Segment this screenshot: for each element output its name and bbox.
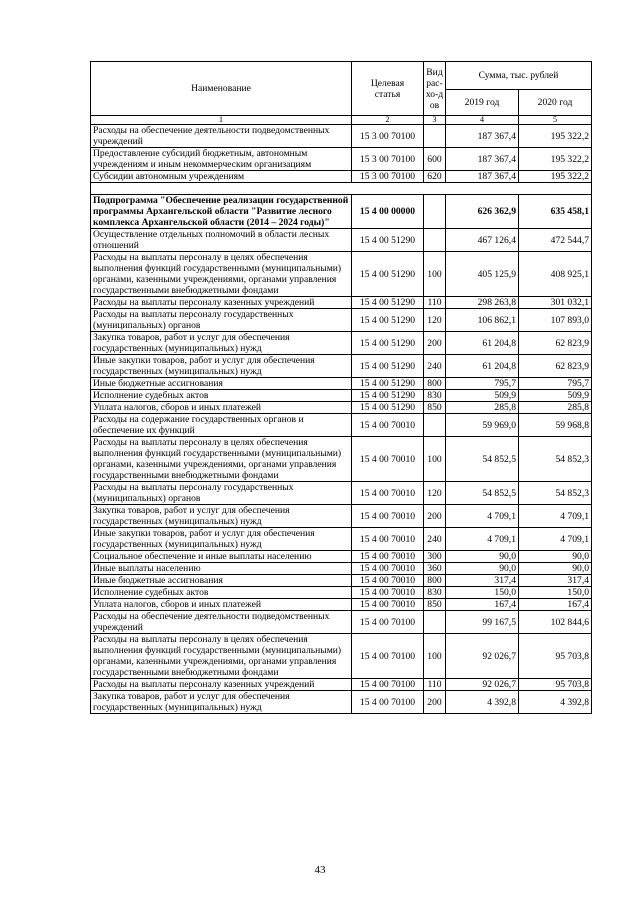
row-vid-cell: 240 <box>424 528 446 551</box>
row-sum-2020-cell: 90,0 <box>519 563 592 575</box>
row-sum-2020-cell: 472 544,7 <box>519 229 592 252</box>
row-name-cell: Субсидии автономным учреждениям <box>91 171 352 183</box>
row-name-cell: Закупка товаров, работ и услуг для обеспечения государственных (муниципальных) нужд <box>91 332 352 355</box>
row-sum-2019-cell: 509,9 <box>446 390 519 402</box>
row-sum-2020-cell: 635 458,1 <box>519 195 592 229</box>
row-code-cell: 15 4 00 70100 <box>352 634 424 679</box>
row-sum-2019-cell: 4 709,1 <box>446 528 519 551</box>
table-row <box>91 297 592 309</box>
row-vid-cell: 600 <box>424 148 446 171</box>
row-name-cell: Расходы на обеспечение деятельности подведомственных учреждений <box>91 125 352 148</box>
row-name-cell: Уплата налогов, сборов и иных платежей <box>91 599 352 611</box>
row-vid-cell: 830 <box>424 390 446 402</box>
row-vid-cell <box>424 229 446 252</box>
row-sum-2020-cell: 301 032,1 <box>519 297 592 309</box>
row-vid-cell: 120 <box>424 482 446 505</box>
row-sum-2019-cell: 187 367,4 <box>446 171 519 183</box>
row-sum-2020-cell: 4 709,1 <box>519 528 592 551</box>
row-vid-cell: 200 <box>424 505 446 528</box>
row-sum-2020-cell: 4 392,8 <box>519 691 592 714</box>
row-sum-2020-cell: 102 844,6 <box>519 611 592 634</box>
row-sum-2019-cell: 150,0 <box>446 587 519 599</box>
row-sum-2020-cell: 54 852,3 <box>519 437 592 482</box>
row-sum-2020-cell: 95 703,8 <box>519 634 592 679</box>
column-number-row <box>91 116 592 125</box>
row-code-cell: 15 4 00 00000 <box>352 195 424 229</box>
header-sum: Сумма, тыс. рублей <box>446 62 592 90</box>
row-code-cell: 15 4 00 70010 <box>352 505 424 528</box>
row-sum-2019-cell: 285,8 <box>446 402 519 414</box>
row-name-cell: Расходы на выплаты персоналу казенных учреждений <box>91 297 352 309</box>
row-code-cell: 15 4 00 51290 <box>352 355 424 378</box>
row-vid-cell: 100 <box>424 437 446 482</box>
row-code-cell: 15 4 00 51290 <box>352 390 424 402</box>
row-name-cell: Подпрограмма "Обеспечение реализации государственной программы Архангельской области "Развитие лесного комплекса Архангельской области (2014 – 2024 годы)" <box>91 195 352 229</box>
row-name-cell: Иные закупки товаров, работ и услуг для обеспечения государственных (муниципальных) нужд <box>91 355 352 378</box>
row-sum-2019-cell: 90,0 <box>446 551 519 563</box>
row-code-cell: 15 4 00 70010 <box>352 482 424 505</box>
column-number: 2 <box>352 116 424 125</box>
row-vid-cell: 110 <box>424 679 446 691</box>
row-sum-2019-cell: 626 362,9 <box>446 195 519 229</box>
table-body <box>91 125 592 714</box>
page-number: 43 <box>314 864 326 876</box>
row-code-cell: 15 4 00 70010 <box>352 528 424 551</box>
row-name-cell: Иные бюджетные ассигнования <box>91 575 352 587</box>
row-vid-cell <box>424 414 446 437</box>
row-code-cell: 15 4 00 51290 <box>352 229 424 252</box>
row-sum-2019-cell: 405 125,9 <box>446 252 519 297</box>
row-vid-cell: 100 <box>424 252 446 297</box>
table-row <box>91 390 592 402</box>
row-sum-2019-cell: 467 126,4 <box>446 229 519 252</box>
row-code-cell: 15 4 00 70100 <box>352 611 424 634</box>
row-sum-2020-cell: 795,7 <box>519 378 592 390</box>
table-row <box>91 125 592 148</box>
column-number: 1 <box>91 116 352 125</box>
row-vid-cell: 110 <box>424 297 446 309</box>
row-sum-2020-cell: 95 703,8 <box>519 679 592 691</box>
row-name-cell: Уплата налогов, сборов и иных платежей <box>91 402 352 414</box>
header-vid: Вид рас-хо-дов <box>424 62 446 116</box>
row-name-cell: Расходы на выплаты персоналу в целях обеспечения выполнения функций государственными (муниципальными) органами, казенными учреждениями, органами управления государственными внебюджетными фондами <box>91 252 352 297</box>
table-row <box>91 402 592 414</box>
row-name-cell: Закупка товаров, работ и услуг для обеспечения государственных (муниципальных) нужд <box>91 505 352 528</box>
row-code-cell: 15 4 00 70010 <box>352 575 424 587</box>
row-sum-2020-cell: 195 322,2 <box>519 125 592 148</box>
row-code-cell: 15 4 00 70100 <box>352 679 424 691</box>
row-sum-2019-cell: 99 167,5 <box>446 611 519 634</box>
header-name: Наименование <box>91 62 352 116</box>
row-sum-2019-cell: 167,4 <box>446 599 519 611</box>
row-vid-cell: 850 <box>424 402 446 414</box>
row-sum-2020-cell: 509,9 <box>519 390 592 402</box>
table-row <box>91 437 592 482</box>
row-sum-2019-cell: 795,7 <box>446 378 519 390</box>
column-number: 3 <box>424 116 446 125</box>
row-vid-cell: 620 <box>424 171 446 183</box>
column-number: 4 <box>446 116 519 125</box>
row-code-cell: 15 4 00 51290 <box>352 332 424 355</box>
row-code-cell: 15 4 00 70010 <box>352 587 424 599</box>
row-name-cell: Расходы на обеспечение деятельности подведомственных учреждений <box>91 611 352 634</box>
row-name-cell: Расходы на выплаты персоналу казенных учреждений <box>91 679 352 691</box>
row-code-cell: 15 4 00 51290 <box>352 378 424 390</box>
row-vid-cell: 360 <box>424 563 446 575</box>
table-row <box>91 611 592 634</box>
table-row <box>91 551 592 563</box>
table-row <box>91 528 592 551</box>
row-code-cell: 15 4 00 70010 <box>352 563 424 575</box>
row-sum-2020-cell: 54 852,3 <box>519 482 592 505</box>
row-sum-2020-cell: 107 893,0 <box>519 309 592 332</box>
row-sum-2020-cell: 150,0 <box>519 587 592 599</box>
row-vid-cell: 850 <box>424 599 446 611</box>
row-vid-cell: 830 <box>424 587 446 599</box>
row-sum-2020-cell: 59 968,8 <box>519 414 592 437</box>
table-row <box>91 171 592 183</box>
table-row <box>91 482 592 505</box>
table-row <box>91 599 592 611</box>
row-vid-cell <box>424 125 446 148</box>
row-code-cell: 15 4 00 70010 <box>352 551 424 563</box>
row-name-cell: Расходы на содержание государственных органов и обеспечение их функций <box>91 414 352 437</box>
row-code-cell: 15 3 00 70100 <box>352 125 424 148</box>
row-code-cell: 15 4 00 70010 <box>352 414 424 437</box>
row-sum-2019-cell: 187 367,4 <box>446 148 519 171</box>
row-vid-cell: 200 <box>424 691 446 714</box>
spacer-row <box>91 183 592 195</box>
table-header <box>91 62 592 125</box>
table-row <box>91 679 592 691</box>
row-vid-cell: 800 <box>424 575 446 587</box>
row-vid-cell: 200 <box>424 332 446 355</box>
row-sum-2020-cell: 408 925,1 <box>519 252 592 297</box>
table-row <box>91 414 592 437</box>
row-name-cell: Иные выплаты населению <box>91 563 352 575</box>
table-row <box>91 195 592 229</box>
row-name-cell: Предоставление субсидий бюджетным, автономным учреждениям и иным некоммерческим организациям <box>91 148 352 171</box>
row-code-cell: 15 4 00 70010 <box>352 599 424 611</box>
table-row <box>91 505 592 528</box>
row-sum-2019-cell: 59 969,0 <box>446 414 519 437</box>
spacer-cell <box>91 183 592 195</box>
row-sum-2019-cell: 92 026,7 <box>446 634 519 679</box>
row-sum-2019-cell: 298 263,8 <box>446 297 519 309</box>
table-row <box>91 229 592 252</box>
row-vid-cell <box>424 195 446 229</box>
table-row <box>91 332 592 355</box>
row-sum-2019-cell: 187 367,4 <box>446 125 519 148</box>
row-sum-2020-cell: 90,0 <box>519 551 592 563</box>
row-name-cell: Расходы на выплаты персоналу государственных (муниципальных) органов <box>91 482 352 505</box>
row-sum-2020-cell: 62 823,9 <box>519 355 592 378</box>
row-code-cell: 15 3 00 70100 <box>352 171 424 183</box>
table-row <box>91 148 592 171</box>
row-sum-2019-cell: 90,0 <box>446 563 519 575</box>
row-sum-2019-cell: 61 204,8 <box>446 332 519 355</box>
row-sum-2020-cell: 62 823,9 <box>519 332 592 355</box>
table-row <box>91 634 592 679</box>
table-row <box>91 309 592 332</box>
row-code-cell: 15 3 00 70100 <box>352 148 424 171</box>
budget-table <box>90 61 592 714</box>
header-year-2019: 2019 год <box>446 90 519 116</box>
row-code-cell: 15 4 00 51290 <box>352 297 424 309</box>
row-sum-2020-cell: 195 322,2 <box>519 171 592 183</box>
header-code: Целевая статья <box>352 62 424 116</box>
row-name-cell: Расходы на выплаты персоналу в целях обеспечения выполнения функций государственными (муниципальными) органами, казенными учреждениями, органами управления государственными внебюджетными фондами <box>91 634 352 679</box>
row-sum-2019-cell: 61 204,8 <box>446 355 519 378</box>
table-row <box>91 252 592 297</box>
table-row <box>91 587 592 599</box>
row-code-cell: 15 4 00 51290 <box>352 252 424 297</box>
row-sum-2020-cell: 285,8 <box>519 402 592 414</box>
row-name-cell: Иные закупки товаров, работ и услуг для обеспечения государственных (муниципальных) нужд <box>91 528 352 551</box>
row-code-cell: 15 4 00 70010 <box>352 437 424 482</box>
row-name-cell: Социальное обеспечение и иные выплаты населению <box>91 551 352 563</box>
row-sum-2019-cell: 4 709,1 <box>446 505 519 528</box>
row-vid-cell: 240 <box>424 355 446 378</box>
row-name-cell: Расходы на выплаты персоналу в целях обеспечения выполнения функций государственными (муниципальными) органами, казенными учреждениями, органами управления государственными внебюджетными фондами <box>91 437 352 482</box>
row-vid-cell: 800 <box>424 378 446 390</box>
row-code-cell: 15 4 00 51290 <box>352 309 424 332</box>
row-sum-2019-cell: 54 852,5 <box>446 437 519 482</box>
row-code-cell: 15 4 00 70100 <box>352 691 424 714</box>
column-number: 5 <box>519 116 592 125</box>
row-name-cell: Осуществление отдельных полномочий в области лесных отношений <box>91 229 352 252</box>
row-vid-cell: 300 <box>424 551 446 563</box>
row-sum-2019-cell: 317,4 <box>446 575 519 587</box>
row-vid-cell <box>424 611 446 634</box>
row-vid-cell: 100 <box>424 634 446 679</box>
row-sum-2020-cell: 167,4 <box>519 599 592 611</box>
row-sum-2020-cell: 4 709,1 <box>519 505 592 528</box>
row-sum-2019-cell: 4 392,8 <box>446 691 519 714</box>
row-name-cell: Закупка товаров, работ и услуг для обеспечения государственных (муниципальных) нужд <box>91 691 352 714</box>
header-year-2020: 2020 год <box>519 90 592 116</box>
row-name-cell: Расходы на выплаты персоналу государственных (муниципальных) органов <box>91 309 352 332</box>
table-row <box>91 575 592 587</box>
row-name-cell: Исполнение судебных актов <box>91 390 352 402</box>
row-code-cell: 15 4 00 51290 <box>352 402 424 414</box>
row-sum-2019-cell: 54 852,5 <box>446 482 519 505</box>
table-row <box>91 691 592 714</box>
row-vid-cell: 120 <box>424 309 446 332</box>
table-row <box>91 563 592 575</box>
row-name-cell: Исполнение судебных актов <box>91 587 352 599</box>
table-row <box>91 355 592 378</box>
row-sum-2020-cell: 317,4 <box>519 575 592 587</box>
row-sum-2019-cell: 106 862,1 <box>446 309 519 332</box>
row-name-cell: Иные бюджетные ассигнования <box>91 378 352 390</box>
table-row <box>91 378 592 390</box>
row-sum-2019-cell: 92 026,7 <box>446 679 519 691</box>
row-sum-2020-cell: 195 322,2 <box>519 148 592 171</box>
